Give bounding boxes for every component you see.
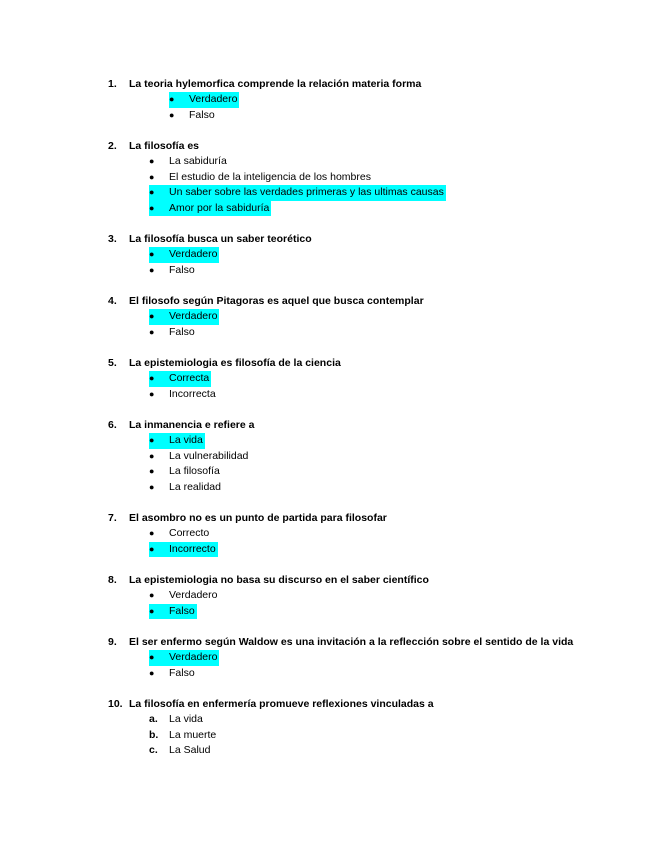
question-1: [108, 76, 648, 123]
bullet-icon: ●: [149, 466, 155, 476]
option-text: Correcto: [169, 527, 210, 539]
question-heading: [108, 572, 648, 588]
bullet-icon: ●: [149, 590, 155, 600]
option-item: [108, 712, 648, 728]
option-text: Falso: [169, 604, 195, 617]
option-text: Un saber sobre las verdades primeras y las ultimas causas: [169, 186, 444, 198]
option-text: Correcta: [169, 372, 210, 384]
option-item: [108, 604, 648, 620]
answer-option: [149, 526, 211, 542]
option-item: [108, 201, 648, 217]
question-number: 1.: [108, 78, 117, 90]
question-5: [108, 355, 648, 402]
bullet-icon: ●: [149, 311, 155, 321]
option-text: Incorrecto: [169, 542, 216, 555]
highlighted-answer: [169, 92, 239, 108]
question-number: 8.: [108, 574, 117, 586]
question-text: El ser enfermo según Waldow es una invitación a la reflección sobre el sentido de la vida: [129, 636, 574, 648]
option-text: La realidad: [169, 480, 221, 493]
option-letter: b.: [149, 728, 159, 741]
bullet-icon: ●: [149, 264, 155, 275]
option-letter: a.: [149, 713, 158, 725]
question-heading: [108, 231, 648, 247]
bullet-icon: ●: [149, 605, 155, 616]
question-number: 4.: [108, 295, 117, 307]
option-item: [108, 449, 648, 465]
option-text: Verdadero: [169, 310, 218, 322]
question-text: La filosofía en enfermería promueve reflexiones vinculadas a: [129, 698, 434, 710]
option-item: [108, 108, 648, 124]
option-item: [108, 263, 648, 279]
option-text: La filosofía: [169, 465, 220, 477]
option-item: [108, 542, 648, 558]
option-item: [108, 480, 648, 496]
option-item: [108, 309, 648, 325]
option-text: Verdadero: [169, 248, 218, 260]
answer-option: [149, 480, 223, 496]
option-item: [108, 588, 648, 604]
question-number: 2.: [108, 140, 117, 152]
question-number: 6.: [108, 419, 117, 431]
question-text: La epistemiologia es filosofía de la ciencia: [129, 357, 341, 369]
option-list: [108, 526, 648, 557]
bullet-icon: ●: [149, 667, 155, 678]
option-item: [108, 650, 648, 666]
bullet-icon: ●: [149, 543, 155, 554]
option-item: [108, 92, 648, 108]
question-heading: [108, 510, 648, 526]
option-item: [108, 464, 648, 480]
highlighted-answer: [149, 542, 218, 558]
bullet-icon: ●: [149, 528, 155, 538]
question-text: La inmanencia e refiere a: [129, 419, 255, 431]
bullet-icon: ●: [149, 450, 155, 461]
bullet-icon: ●: [169, 94, 175, 104]
question-number: 9.: [108, 636, 117, 648]
highlighted-answer: [149, 185, 446, 201]
question-number: 7.: [108, 512, 117, 524]
option-list: [108, 433, 648, 495]
bullet-icon: ●: [149, 187, 155, 197]
option-text: La vida: [169, 434, 203, 446]
option-text: Falso: [169, 263, 195, 276]
answer-option: [149, 743, 212, 759]
question-heading: [108, 138, 648, 154]
option-text: La vida: [169, 713, 203, 725]
option-text: Verdadero: [169, 589, 218, 601]
option-text: La sabiduría: [169, 155, 227, 167]
question-heading: [108, 417, 648, 433]
option-text: Amor por la sabiduría: [169, 201, 270, 214]
option-item: [108, 247, 648, 263]
option-list: [108, 92, 648, 123]
option-item: [108, 325, 648, 341]
option-text: Falso: [169, 325, 195, 338]
answer-option: [149, 728, 218, 744]
answer-option: [149, 263, 197, 279]
option-list: [108, 588, 648, 619]
option-item: [108, 185, 648, 201]
option-list: [108, 247, 648, 278]
option-text: La Salud: [169, 744, 211, 756]
question-heading: [108, 293, 648, 309]
bullet-icon: ●: [149, 156, 155, 166]
option-letter: c.: [149, 744, 158, 756]
question-2: [108, 138, 648, 216]
highlighted-answer: [149, 309, 219, 325]
option-item: [108, 170, 648, 186]
question-4: [108, 293, 648, 340]
question-text: La teoria hylemorfica comprende la relación materia forma: [129, 78, 422, 90]
option-text: El estudio de la inteligencia de los hombres: [169, 170, 371, 183]
option-text: La vulnerabilidad: [169, 449, 249, 462]
option-list: [108, 309, 648, 340]
option-item: [108, 526, 648, 542]
option-item: [108, 666, 648, 682]
option-text: La muerte: [169, 728, 217, 741]
bullet-icon: ●: [149, 435, 155, 445]
bullet-icon: ●: [149, 326, 155, 337]
option-text: Falso: [189, 108, 215, 121]
option-list: [108, 154, 648, 216]
bullet-icon: ●: [149, 652, 155, 662]
question-text: La filosofía es: [129, 140, 200, 152]
highlighted-answer: [149, 247, 219, 263]
question-text: La epistemiologia no basa su discurso en el saber científico: [129, 574, 429, 586]
question-number: 10.: [108, 698, 123, 710]
question-text: El asombro no es un punto de partida para filosofar: [129, 512, 387, 524]
highlighted-answer: [149, 604, 197, 620]
option-item: [108, 387, 648, 403]
answer-option: [169, 108, 217, 124]
highlighted-answer: [149, 371, 211, 387]
option-list: [108, 650, 648, 681]
question-7: [108, 510, 648, 557]
question-number: 3.: [108, 233, 117, 245]
option-text: Falso: [169, 666, 195, 679]
option-list: [108, 712, 648, 759]
option-text: Verdadero: [169, 651, 218, 663]
bullet-icon: ●: [169, 109, 175, 120]
answer-option: [149, 588, 219, 604]
bullet-icon: ●: [149, 202, 155, 213]
answer-option: [149, 712, 205, 728]
question-text: La filosofía busca un saber teorético: [129, 233, 312, 245]
answer-option: [149, 154, 229, 170]
option-item: [108, 371, 648, 387]
question-heading: [108, 76, 648, 92]
question-8: [108, 572, 648, 619]
option-text: Verdadero: [189, 93, 238, 105]
bullet-icon: ●: [149, 481, 155, 492]
question-heading: [108, 696, 648, 712]
highlighted-answer: [149, 650, 219, 666]
bullet-icon: ●: [149, 171, 155, 182]
option-item: [108, 743, 648, 759]
highlighted-answer: [149, 433, 205, 449]
question-text: El filosofo según Pitagoras es aquel que busca contemplar: [129, 295, 424, 307]
option-item: [108, 433, 648, 449]
question-number: 5.: [108, 357, 117, 369]
option-item: [108, 154, 648, 170]
highlighted-answer: [149, 201, 271, 217]
answer-option: [149, 666, 197, 682]
option-item: [108, 728, 648, 744]
question-9: [108, 634, 648, 681]
answer-option: [149, 325, 197, 341]
answer-option: [149, 170, 373, 186]
bullet-icon: ●: [149, 249, 155, 259]
question-heading: [108, 634, 648, 650]
question-10: [108, 696, 648, 759]
option-list: [108, 371, 648, 402]
bullet-icon: ●: [149, 388, 155, 399]
answer-option: [149, 464, 222, 480]
bullet-icon: ●: [149, 373, 155, 383]
question-6: [108, 417, 648, 495]
answer-option: [149, 449, 250, 465]
option-text: Incorrecta: [169, 387, 216, 400]
question-heading: [108, 355, 648, 371]
answer-option: [149, 387, 218, 403]
question-3: [108, 231, 648, 278]
